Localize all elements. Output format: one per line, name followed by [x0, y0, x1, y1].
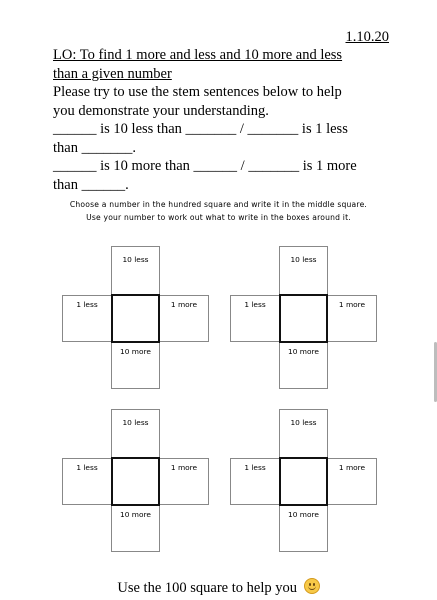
date-header: 1.10.20 [345, 29, 389, 45]
ten-more-box[interactable]: 10 more [111, 342, 160, 389]
one-less-box[interactable]: 1 less [62, 295, 112, 342]
one-less-box[interactable]: 1 less [62, 458, 112, 505]
middle-number-box[interactable] [111, 457, 160, 506]
ten-less-box[interactable]: 10 less [279, 409, 328, 458]
middle-number-box[interactable] [279, 294, 328, 343]
ten-less-box[interactable]: 10 less [111, 246, 160, 295]
footer [0, 578, 437, 597]
middle-number-box[interactable] [111, 294, 160, 343]
ten-more-box[interactable]: 10 more [279, 342, 328, 389]
number-cross-3 [62, 409, 208, 552]
smiling-face-icon [304, 578, 320, 594]
one-more-box[interactable]: 1 more [159, 458, 209, 505]
number-cross-4 [230, 409, 376, 552]
stem-sentence-2-line-1: ______ is 10 more than ______ / _______ is 1 more [53, 158, 357, 174]
one-more-box[interactable]: 1 more [159, 295, 209, 342]
one-less-box[interactable]: 1 less [230, 295, 280, 342]
ten-less-box[interactable]: 10 less [279, 246, 328, 295]
instruction-line-1: Choose a number in the hundred square and write it in the middle square. [69, 200, 368, 209]
learning-objective-line-1: LO: To find 1 more and less and 10 more and less [53, 47, 343, 63]
number-cross-1 [62, 246, 208, 389]
instructions [0, 198, 437, 224]
ten-less-box[interactable]: 10 less [111, 409, 160, 458]
instruction-line-2: Use your number to work out what to write in the boxes around it. [86, 213, 351, 222]
middle-number-box[interactable] [279, 457, 328, 506]
intro-line-2: you demonstrate your understanding. [53, 102, 269, 119]
number-cross-2 [230, 246, 376, 389]
one-more-box[interactable]: 1 more [327, 458, 377, 505]
intro-line-1: Please try to use the stem sentences below to help [53, 84, 342, 100]
stem-sentence-1-line-1: ______ is 10 less than _______ / _______ is 1 less [53, 121, 348, 137]
ten-more-box[interactable]: 10 more [279, 505, 328, 552]
learning-objective-line-2: than a given number [53, 65, 172, 82]
stem-sentence-2-line-2: than ______. [53, 176, 129, 193]
footer-text: Use the 100 square to help you [117, 580, 297, 596]
one-more-box[interactable]: 1 more [327, 295, 377, 342]
stem-sentence-1-line-2: than _______. [53, 139, 136, 156]
lesson-text [53, 46, 398, 194]
ten-more-box[interactable]: 10 more [111, 505, 160, 552]
one-less-box[interactable]: 1 less [230, 458, 280, 505]
